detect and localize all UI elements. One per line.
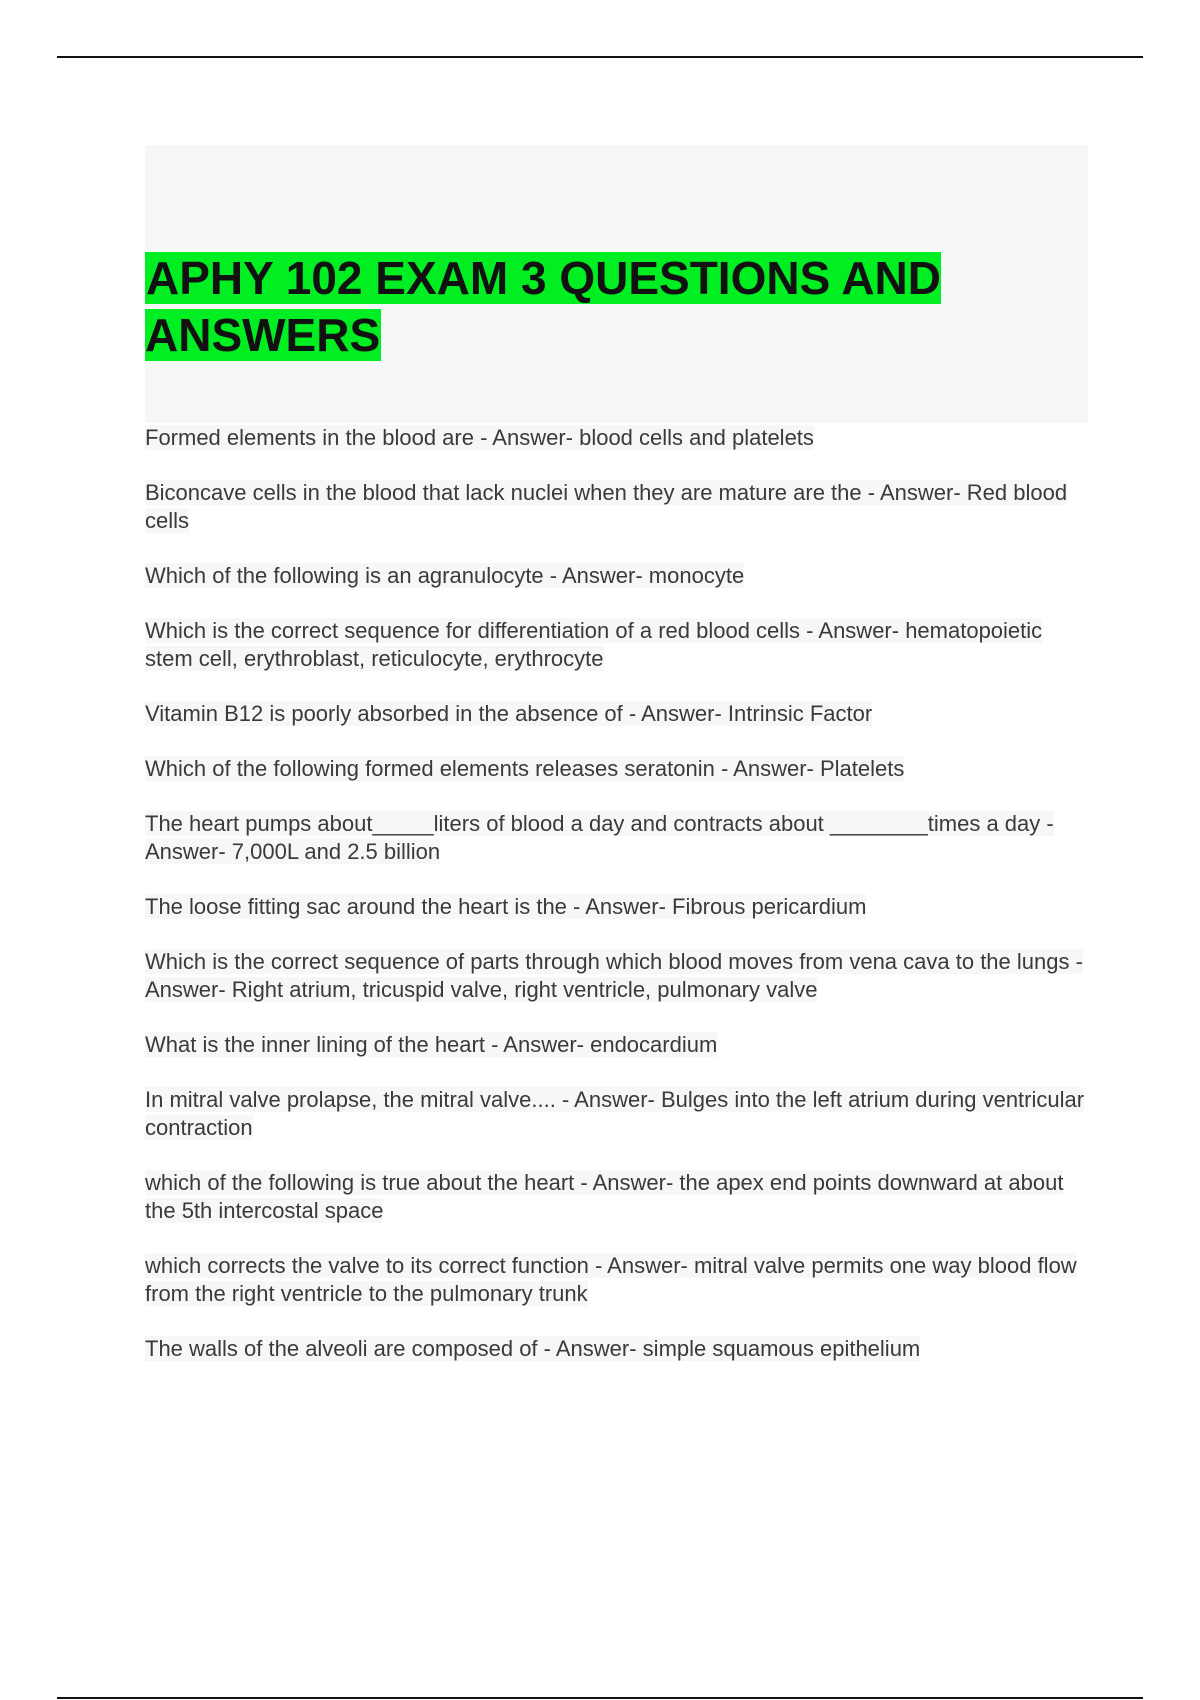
footer-rule <box>57 1697 1143 1699</box>
qa-text: The loose fitting sac around the heart is the - Answer- Fibrous pericardium <box>145 894 867 919</box>
qa-text: Which of the following is an agranulocyte - Answer- monocyte <box>145 563 745 588</box>
qa-item <box>145 700 1085 728</box>
qa-text: Which is the correct sequence of parts through which blood moves from vena cava to the lungs - Answer- Right atrium, tricuspid valve, right ventricle, pulmonary valve <box>145 949 1083 1002</box>
title-highlight: APHY 102 EXAM 3 QUESTIONS AND ANSWERS <box>145 252 941 361</box>
qa-text: which corrects the valve to its correct function - Answer- mitral valve permits one way blood flow from the right ventricle to the pulmonary trunk <box>145 1253 1077 1306</box>
qa-item <box>145 893 1085 921</box>
header-rule <box>57 56 1143 58</box>
qa-item <box>145 1031 1085 1059</box>
qa-text: Biconcave cells in the blood that lack nuclei when they are mature are the - Answer- Red blood cells <box>145 480 1068 533</box>
qa-text: The walls of the alveoli are composed of - Answer- simple squamous epithelium <box>145 1336 921 1361</box>
qa-text: In mitral valve prolapse, the mitral valve.... - Answer- Bulges into the left atrium during ventricular contraction <box>145 1087 1085 1140</box>
qa-list <box>145 424 1085 1390</box>
qa-text: Which of the following formed elements releases seratonin - Answer- Platelets <box>145 756 905 781</box>
qa-item <box>145 1086 1085 1142</box>
qa-item <box>145 562 1085 590</box>
qa-item <box>145 617 1085 673</box>
qa-item <box>145 1252 1085 1308</box>
qa-text: Vitamin B12 is poorly absorbed in the absence of - Answer- Intrinsic Factor <box>145 701 873 726</box>
document-title <box>145 250 1045 364</box>
qa-text: Formed elements in the blood are - Answer- blood cells and platelets <box>145 425 814 450</box>
qa-text: Which is the correct sequence for differentiation of a red blood cells - Answer- hematopoietic stem cell, erythroblast, reticulocyte, erythrocyte <box>145 618 1043 671</box>
qa-item <box>145 424 1085 452</box>
qa-item <box>145 1335 1085 1363</box>
qa-item <box>145 948 1085 1004</box>
qa-text: What is the inner lining of the heart - Answer- endocardium <box>145 1032 718 1057</box>
qa-item <box>145 1169 1085 1225</box>
qa-item <box>145 479 1085 535</box>
qa-item <box>145 810 1085 866</box>
qa-text: The heart pumps about_____liters of blood a day and contracts about ________times a day - Answer- 7,000L and 2.5 billion <box>145 811 1054 864</box>
qa-text: which of the following is true about the heart - Answer- the apex end points downward at about the 5th intercostal space <box>145 1170 1064 1223</box>
qa-item <box>145 755 1085 783</box>
